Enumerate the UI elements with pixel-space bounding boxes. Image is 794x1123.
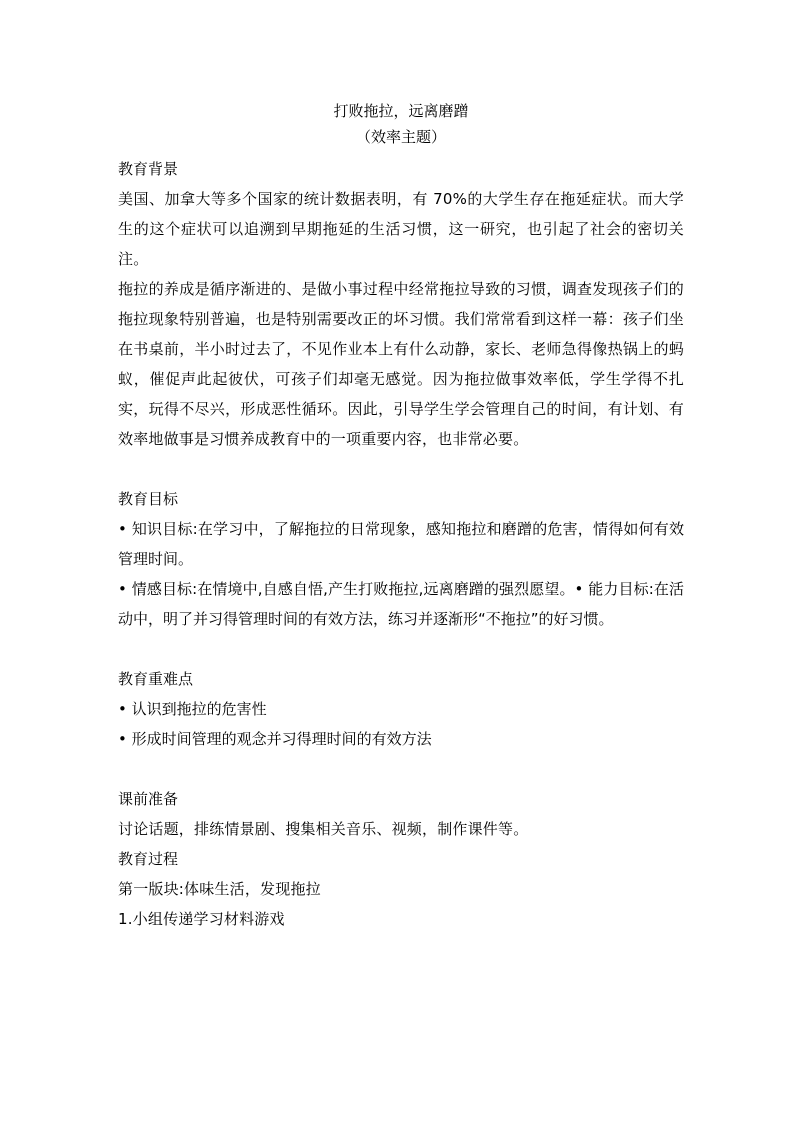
process-heading: 教育过程 [118,850,179,868]
document-subtitle: （效率主题） [355,128,446,146]
preparation-heading: 课前准备 [118,790,179,808]
background-paragraph-1: 美国、加拿大等多个国家的统计数据表明，有 70%的大学生存在拖延症状。而大学生的这个症状可以追溯到早期拖延的生活习惯，这一研究，也引起了社会的密切关注。 [118,190,684,268]
key-point-1: • 认识到拖拉的危害性 [118,700,267,718]
preparation-text: 讨论话题，排练情景剧、搜集相关音乐、视频，制作课件等。 [118,820,529,838]
section-spacer [118,634,684,664]
document-content [118,98,684,934]
process-step-1: 1.小组传递学习材料游戏 [118,910,285,928]
goals-heading: 教育目标 [118,490,179,508]
section-spacer [118,754,684,784]
key-points-heading: 教育重难点 [118,670,194,688]
background-paragraph-2: 拖拉的养成是循序渐进的、是做小事过程中经常拖拉导致的习惯，调查发现孩子们的拖拉现象特别普遍，也是特别需要改正的坏习惯。我们常常看到这样一幕：孩子们坐在书桌前，半小时过去了，不见作业本上有什么动静，家长、老师急得像热锅上的蚂蚁，催促声此起彼伏，可孩子们却毫无感觉。因为拖拉做事效率低，学生学得不扎实，玩得不尽兴，形成恶性循环。因此，引导学生学会管理自己的时间，有计划、有效率地做事是习惯养成教育中的一项重要内容，也非常必要。 [118,280,684,448]
section-spacer [118,454,684,484]
goal-knowledge: • 知识目标:在学习中，了解拖拉的日常现象，感知拖拉和磨蹭的危害，情得如何有效管理时间。 [118,520,684,568]
goal-emotion-ability: • 情感目标:在情境中,自感自悟,产生打败拖拉,远离磨蹭的强烈愿望。• 能力目标:在活动中，明了并习得管理时间的有效方法，练习并逐渐形“不拖拉”的好习惯。 [118,580,684,628]
process-block-title: 第一版块:体味生活，发现拖拉 [118,880,321,898]
key-point-2: • 形成时间管理的观念并习得理时间的有效方法 [118,730,432,748]
document-title: 打败拖拉，远离磨蹭 [333,102,469,120]
background-heading: 教育背景 [118,160,179,178]
